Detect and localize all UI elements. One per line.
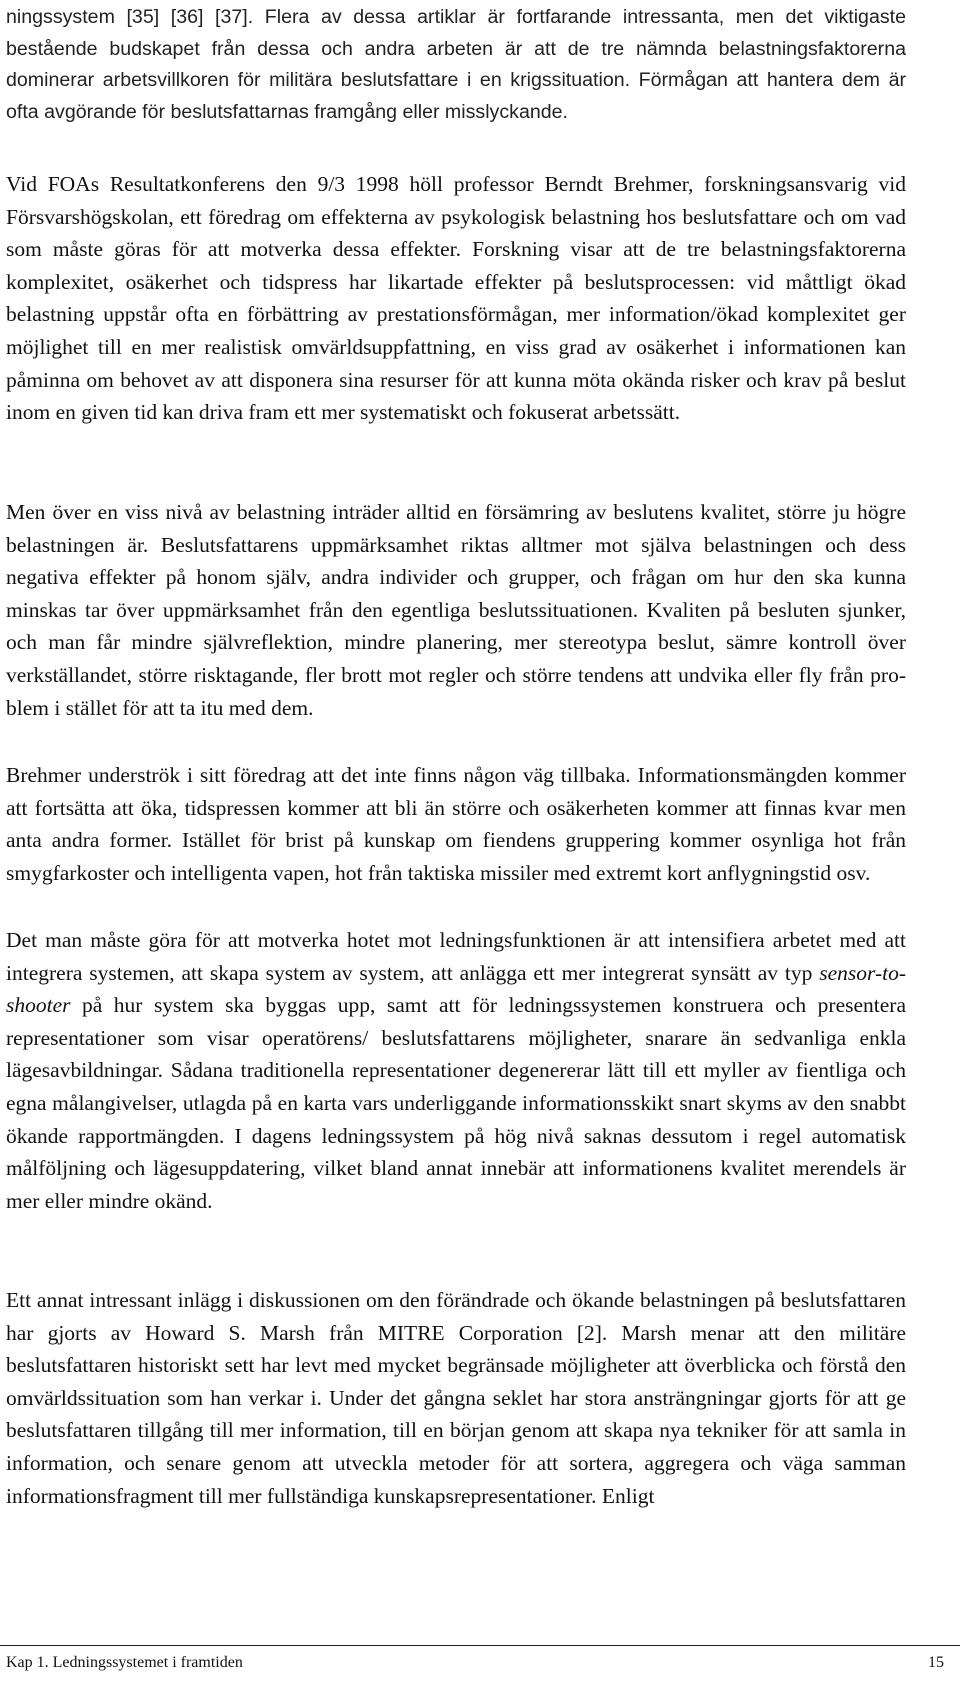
paragraph-no-way-back: Brehmer underströk i sitt föredrag att det inte finns någon väg tillbaka. Informationsmängden kommer att fortsätta att öka, tidspressen kommer att bli än större och osäkerheten kommer att finnas kvar men anta andra former. Istället för brist på kunskap om fiendens gruppering kommer osynliga hot från smygfarkoster och intelligenta vapen, hot från taktiska missiler med extremt kort anflygningstid osv. xyxy=(6,763,906,885)
paragraph-integrate-systems-text-a: Det man måste göra för att motverka hotet mot ledningsfunktionen är att intensifiera arbetet med att integrera systemen, att skapa system av system, att anlägga ett mer integrerat synsätt av typ xyxy=(6,928,906,985)
paragraph-continuation: ningssystem [35] [36] [37]. Flera av dessa artiklar är fortfarande intressanta, men det viktigaste bestående budskapet från dessa och andra arbeten är att de tre nämnda belastningsfaktorerna dominerar arbetsvillkoren för militära beslutsfattare i en krigssituation. Förmågan att hantera dem är ofta avgörande för beslutsfattarnas framgång eller misslyckande. xyxy=(6,6,906,123)
paragraph-marsh-mitre: Ett annat intressant inlägg i diskussionen om den förändrade och ökande belastningen på beslutsfattaren har gjorts av Howard S. Marsh från MITRE Corporation [2]. Marsh menar att den militäre beslutsfattaren historiskt sett har levt med mycket begränsade möjligheter att överblicka och förstå den omvärldssituation som han verkar i. Under det gångna seklet har stora ansträngningar gjorts för att ge beslutsfattaren tillgång till mer information, till en början genom att skapa nya tekniker för att samla in information, och senare genom att utveckla metoder för att sortera, aggregera och väga samman informationsfragment till mer fullständiga kunskapsrepresentationer. Enligt xyxy=(6,1288,906,1508)
footer-chapter-title: Kap 1. Ledningssystemet i framtiden xyxy=(6,1654,243,1671)
footer-page-number: 15 xyxy=(928,1654,944,1671)
footer-divider xyxy=(0,1645,960,1646)
paragraph-brehmer-conference: Vid FOAs Resultatkonferens den 9/3 1998 höll professor Berndt Brehmer, forskningsansvarig vid Försvarshögskolan, ett föredrag om effekterna av psykologisk belastning hos beslutsfattare och om vad som måste göras för att motverka dessa effekter. Forskning visar att de tre belastningsfaktorerna komplexitet, osäkerhet och tidspress har likartade effekter på beslutsprocessen: vid måttligt ökad belastning uppstår ofta en förbättring av prestationsförmågan, mer information/ökad komplexitet ger möjlighet till en mer realistisk omvärldsuppfattning, en viss grad av osäkerhet i informationen kan påminna om behovet av att disponera sina resurser för att kunna möta okända risker och krav på beslut inom en given tid kan driva fram ett mer systematiskt och fokuserat arbetssätt. xyxy=(6,172,906,425)
paragraph-integrate-systems xyxy=(6,924,906,1217)
paragraph-load-threshold: Men över en viss nivå av belastning inträder alltid en försämring av beslutens kvalitet, större ju högre belastningen är. Beslutsfattarens uppmärksamhet riktas alltmer mot själva belastningen och dess negativa effekter på honom själv, andra individer och grupper, och frågan om hur den ska kunna minskas tar över uppmärksamhet från den egentliga beslutssituationen. Kvaliten på besluten sjunker, och man får mindre självreflektion, mindre planering, mer stereotypa beslut, sämre kontroll över verkställandet, större risktagande, fler brott mot regler och större tendens att undvika eller fly från problem i stället för att ta itu med dem. xyxy=(6,500,906,720)
sensor-to-shooter-term: sensor-to-shooter xyxy=(6,960,906,1018)
paragraph-integrate-systems-text-b: på hur system ska byggas upp, samt att för ledningssystemen konstruera och presentera representationer som visar operatörens/ beslutsfattarens möjligheter, snarare än sedvanliga enkla lägesavbildningar. Sådana traditionella representationer degenererar lätt till ett myller av fientliga och egna målangivelser, utlagda på en karta vars underliggande informationsskikt snart skyms av den snabbt ökande rapportmängden. I dagens ledningssystem på hög nivå saknas dessutom i regel automatisk målföljning och lägesuppdatering, vilket bland annat innebär att informationens kvalitet merendels är mer eller mindre okänd. xyxy=(6,993,906,1213)
